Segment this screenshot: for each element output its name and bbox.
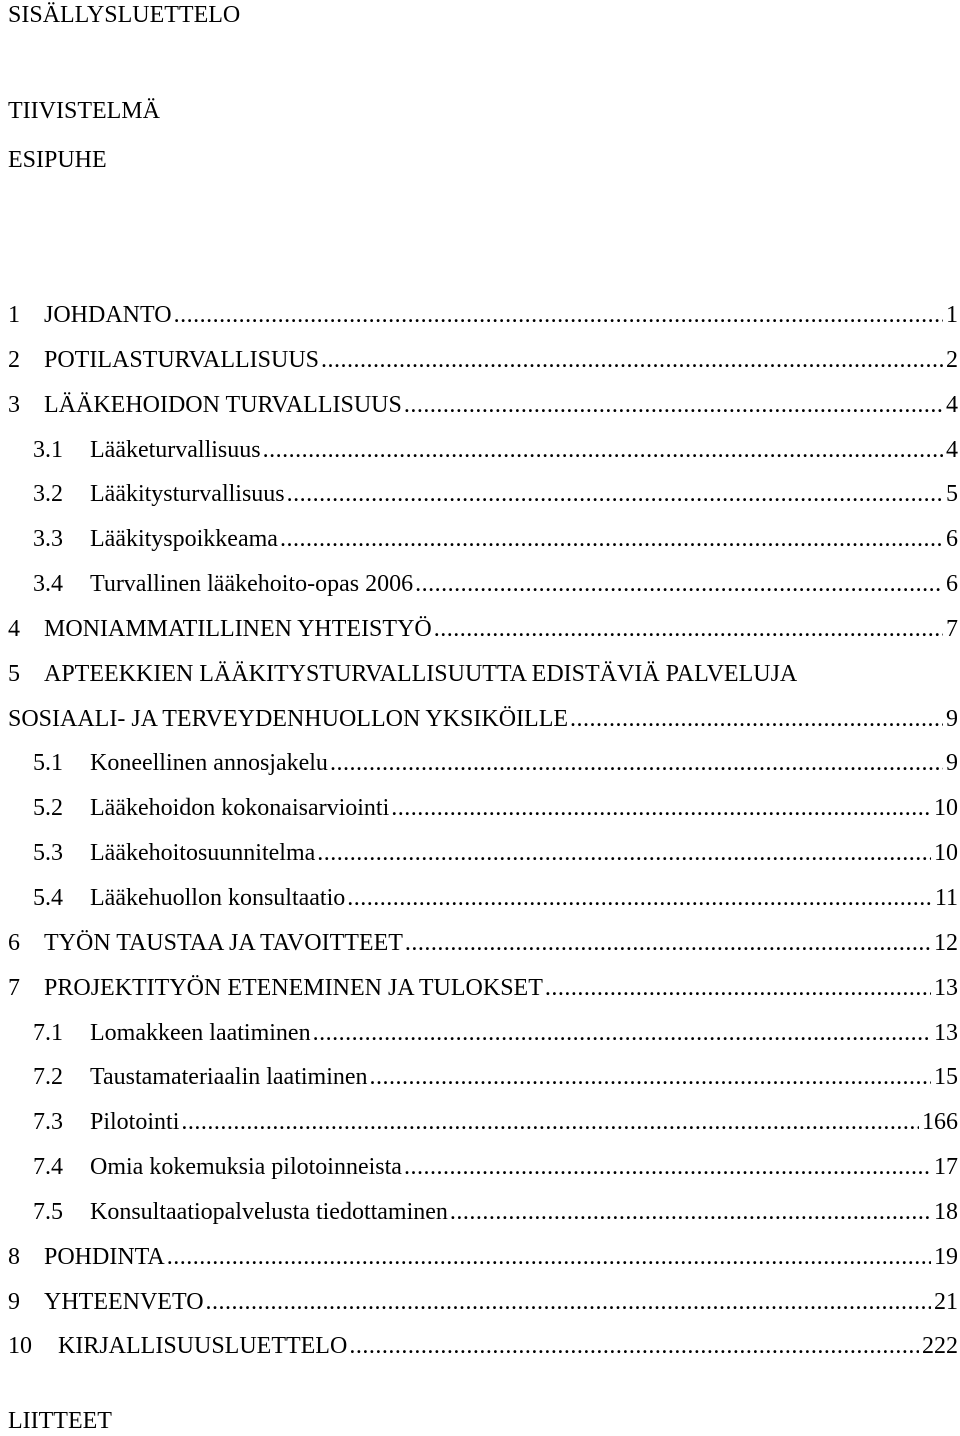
- toc-entry-number: 7: [8, 974, 20, 1001]
- table-of-contents: [8, 300, 958, 1376]
- toc-entry-number: 2: [8, 346, 20, 373]
- toc-entry[interactable]: [8, 345, 958, 390]
- toc-entry[interactable]: [8, 1018, 958, 1063]
- toc-entry-number: 7.2: [33, 1064, 63, 1091]
- toc-entry-number: 7.1: [33, 1019, 63, 1046]
- toc-entry-title: Pilotointi: [90, 1109, 180, 1136]
- toc-entry-page: 6: [946, 571, 958, 598]
- toc-entry-title: Lääkehoitosuunnitelma: [90, 840, 316, 867]
- toc-leader-dots: [404, 1152, 931, 1182]
- toc-entry-title: KIRJALLISUUSLUETTELO: [58, 1333, 348, 1360]
- toc-entry-title: YHTEENVETO: [44, 1288, 204, 1315]
- toc-entry-title: TYÖN TAUSTAA JA TAVOITTEET: [44, 929, 403, 956]
- toc-entry-number: 7.5: [33, 1198, 63, 1225]
- toc-leader-dots: [167, 1242, 931, 1272]
- toc-entry[interactable]: [8, 1062, 958, 1107]
- toc-entry[interactable]: [8, 1331, 958, 1376]
- toc-leader-dots: [313, 1018, 931, 1048]
- toc-entry[interactable]: [8, 1287, 958, 1332]
- toc-entry-number: 7.3: [33, 1109, 63, 1136]
- toc-entry-number: 5.3: [33, 840, 63, 867]
- toc-entry[interactable]: [8, 1152, 958, 1197]
- toc-entry-page: 13: [934, 974, 958, 1001]
- toc-entry-title: JOHDANTO: [44, 302, 172, 328]
- toc-entry-title: PROJEKTITYÖN ETENEMINEN JA TULOKSET: [44, 974, 543, 1001]
- toc-leader-dots: [263, 435, 943, 465]
- preface-heading: ESIPUHE: [8, 147, 107, 173]
- toc-leader-dots: [206, 1287, 931, 1317]
- toc-entry-page: 4: [946, 436, 958, 463]
- toc-entry-title-continued: SOSIAALI- JA TERVEYDENHUOLLON YKSIKÖILLE: [8, 705, 569, 732]
- toc-entry-page: 2: [946, 346, 958, 373]
- toc-entry-title: Turvallinen lääkehoito-opas 2006: [90, 571, 414, 598]
- toc-entry[interactable]: [8, 524, 958, 569]
- toc-entry[interactable]: [8, 390, 958, 435]
- toc-entry-number: 10: [8, 1333, 32, 1360]
- toc-leader-dots: [450, 1197, 931, 1227]
- toc-entry[interactable]: [8, 569, 958, 614]
- toc-entry-page: 17: [934, 1154, 958, 1181]
- toc-entry-number: 7.4: [33, 1154, 63, 1181]
- toc-entry-line1[interactable]: [8, 659, 958, 704]
- toc-entry[interactable]: [8, 479, 958, 524]
- toc-leader-dots: [321, 345, 943, 375]
- toc-leader-dots: [545, 973, 931, 1003]
- toc-entry-title: APTEEKKIEN LÄÄKITYSTURVALLISUUTTA EDISTÄVIÄ PALVELUJA: [44, 660, 798, 687]
- toc-entry-page: 21: [934, 1288, 958, 1315]
- toc-entry-page: 15: [934, 1064, 958, 1091]
- toc-entry-page: 7: [946, 615, 958, 642]
- toc-leader-dots: [405, 928, 931, 958]
- toc-entry-page: 6: [946, 526, 958, 553]
- toc-entry-title: Konsultaatiopalvelusta tiedottaminen: [90, 1198, 448, 1225]
- toc-entry-title: Lääkehuollon konsultaatio: [90, 884, 346, 911]
- toc-leader-dots: [174, 300, 943, 330]
- toc-entry-line2[interactable]: [8, 704, 958, 749]
- toc-entry[interactable]: [8, 838, 958, 883]
- toc-entry-number: 5.2: [33, 795, 63, 822]
- toc-entry-page: 19: [934, 1243, 958, 1270]
- toc-leader-dots: [434, 614, 943, 644]
- toc-entry-number: 3: [8, 391, 20, 418]
- toc-entry[interactable]: [8, 973, 958, 1018]
- toc-entry-page: 18: [934, 1198, 958, 1225]
- toc-entry-title: Lääkityspoikkeama: [90, 526, 278, 553]
- toc-entry-title: Lääkitysturvallisuus: [90, 481, 285, 508]
- toc-leader-dots: [349, 1331, 919, 1361]
- toc-entry-number: 9: [8, 1288, 20, 1315]
- toc-entry-title: Lääketurvallisuus: [90, 436, 261, 463]
- toc-entry-number: 8: [8, 1243, 20, 1270]
- toc-entry-number: 5.4: [33, 884, 63, 911]
- toc-entry[interactable]: [8, 1197, 958, 1242]
- toc-entry[interactable]: [8, 1107, 958, 1152]
- toc-entry-title: MONIAMMATILLINEN YHTEISTYÖ: [44, 615, 432, 642]
- toc-entry-page: 5: [946, 481, 958, 508]
- toc-entry[interactable]: [8, 435, 958, 480]
- toc-entry-page: 4: [946, 391, 958, 418]
- toc-entry-number: 6: [8, 929, 20, 956]
- toc-entry-title: Taustamateriaalin laatiminen: [90, 1064, 368, 1091]
- toc-entry-number: 3.4: [33, 571, 63, 598]
- toc-entry-number: 3.1: [33, 436, 63, 463]
- toc-title: SISÄLLYSLUETTELO: [8, 2, 241, 28]
- toc-entry[interactable]: [8, 300, 958, 345]
- toc-leader-dots: [347, 883, 932, 913]
- toc-entry-page: 9: [946, 705, 958, 732]
- toc-entry-title: Lomakkeen laatiminen: [90, 1019, 311, 1046]
- toc-entry[interactable]: [8, 928, 958, 973]
- toc-entry-page: 1: [946, 302, 958, 328]
- toc-entry-title: LÄÄKEHOIDON TURVALLISUUS: [44, 391, 402, 418]
- toc-entry-title: POTILASTURVALLISUUS: [44, 346, 319, 373]
- abstract-heading: TIIVISTELMÄ: [8, 98, 160, 124]
- toc-entry-page: 12: [934, 929, 958, 956]
- toc-entry[interactable]: [8, 1242, 958, 1287]
- toc-leader-dots: [415, 569, 943, 599]
- toc-entry[interactable]: [8, 614, 958, 659]
- toc-entry-number: 3.3: [33, 526, 63, 553]
- toc-leader-dots: [317, 838, 931, 868]
- toc-leader-dots: [280, 524, 943, 554]
- toc-entry-number: 3.2: [33, 481, 63, 508]
- toc-entry[interactable]: [8, 748, 958, 793]
- toc-entry-title: Omia kokemuksia pilotoinneista: [90, 1154, 402, 1181]
- toc-leader-dots: [287, 479, 943, 509]
- toc-leader-dots: [404, 390, 943, 420]
- toc-entry-page: 9: [946, 750, 958, 777]
- toc-entry-number: 5: [8, 660, 20, 687]
- toc-entry[interactable]: [8, 883, 958, 928]
- toc-entry-page: 166: [922, 1109, 958, 1136]
- toc-entry-page: 11: [934, 884, 958, 911]
- toc-entry-page: 10: [934, 840, 958, 867]
- toc-leader-dots: [181, 1107, 919, 1137]
- toc-entry-title: Koneellinen annosjakelu: [90, 750, 328, 777]
- toc-entry-page: 13: [934, 1019, 958, 1046]
- appendices-heading: LIITTEET: [8, 1408, 112, 1434]
- toc-entry-page: 10: [934, 795, 958, 822]
- toc-leader-dots: [391, 793, 931, 823]
- toc-leader-dots: [370, 1062, 931, 1092]
- toc-entry-number: 5.1: [33, 750, 63, 777]
- toc-entry-title: Lääkehoidon kokonaisarviointi: [90, 795, 390, 822]
- toc-leader-dots: [330, 748, 943, 778]
- toc-entry-number: 1: [8, 302, 20, 328]
- toc-entry-number: 4: [8, 615, 20, 642]
- toc-leader-dots: [570, 704, 943, 734]
- toc-entry-title: POHDINTA: [44, 1243, 165, 1270]
- toc-entry[interactable]: [8, 793, 958, 838]
- toc-entry-page: 222: [922, 1333, 958, 1360]
